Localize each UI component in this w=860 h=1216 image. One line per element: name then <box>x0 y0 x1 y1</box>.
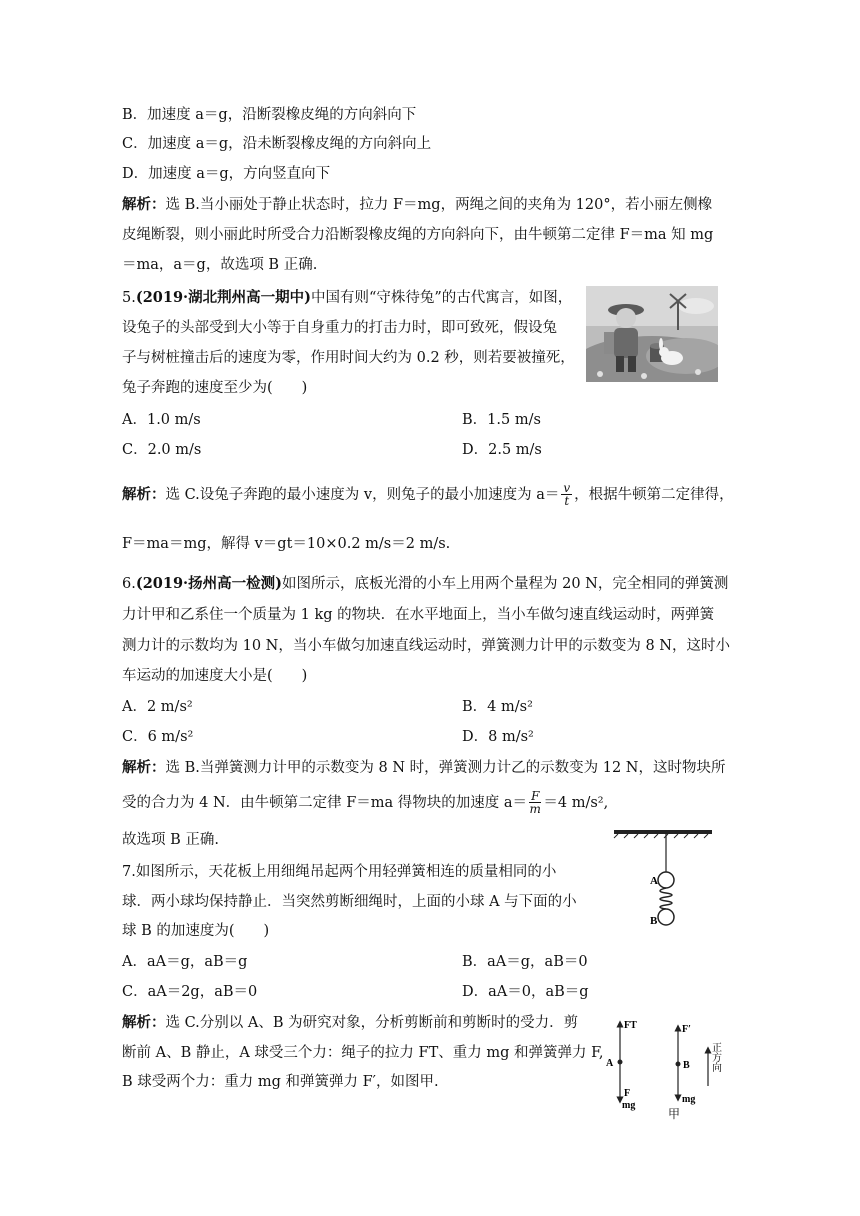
q7-solution-line-1: 解析：选 C.分别以 A、B 为研究对象，分析剪断前和剪断时的受力．剪 <box>122 1014 579 1031</box>
q7-solution-line-3: B 球受两个力：重力 mg 和弹簧弹力 F′，如图甲. <box>122 1074 439 1090</box>
q4-option-d: D．加速度 a＝g，方向竖直向下 <box>122 166 331 182</box>
q5-solution-line-1: 解析：选 C.设兔子奔跑的最小速度为 v，则兔子的最小加速度为 a＝ $\frac{v}{t}$ ，根据牛顿第二定律得， <box>122 481 734 508</box>
q7-stem-line-2: 球．两小球均保持静止．当突然剪断细绳时，上面的小球 A 与下面的小 <box>122 894 577 910</box>
label-a: A <box>650 875 658 887</box>
q5-option-a: A．1.0 m/s <box>122 412 201 428</box>
q4-solution-line-2: 皮绳断裂，则小丽此时所受合力沿断裂橡皮绳的方向斜向下，由牛顿第二定律 F＝ma 知 mg <box>122 227 714 243</box>
ball-b <box>658 909 674 925</box>
q4-solution-line-1: 解析：选 B.当小丽处于静止状态时，拉力 F＝mg，两绳之间的夹角为 120°，若小丽左侧橡 <box>122 196 713 213</box>
solution-label: 解析： <box>122 759 166 776</box>
q5-stem-line-4: 兔子奔跑的速度至少为( ) <box>122 380 308 396</box>
label-mg-a: mg <box>622 1100 636 1111</box>
q5-stem-line-2: 设兔子的头部受到大小等于自身重力的打击力时，即可致死，假设兔 <box>122 320 557 336</box>
label-ft: FT <box>624 1020 637 1031</box>
solution-label: 解析： <box>122 1014 166 1031</box>
q6-stem-line-3: 测力计的示数均为 10 N，当小车做匀加速直线运动时，弹簧测力计甲的示数变为 8 N，这时小 <box>122 638 730 654</box>
q7-option-c: C．aA＝2g，aB＝0 <box>122 984 258 1000</box>
q4-option-b: B．加速度 a＝g，沿断裂橡皮绳的方向斜向下 <box>122 107 417 123</box>
fraction-v-over-t: $\frac{v}{t}$ <box>563 481 571 508</box>
label-positive-direction: 正方向 <box>709 1042 721 1072</box>
q6-option-d: D．8 m/s² <box>462 729 534 745</box>
q6-option-c: C．6 m/s² <box>122 729 194 745</box>
q6-solution-line-3: 故选项 B 正确. <box>122 832 219 848</box>
q7-option-b: B．aA＝g，aB＝0 <box>462 954 588 970</box>
hanging-spring-figure <box>606 824 718 934</box>
label-fprime: F′ <box>682 1024 691 1035</box>
spring-balls-diagram <box>606 824 718 934</box>
solution-label: 解析： <box>122 196 166 213</box>
fraction-f-over-m: $\frac{F}{m}$ <box>529 789 541 816</box>
q7-option-d: D．aA＝0，aB＝g <box>462 984 589 1000</box>
q6-stem-line-4: 车运动的加速度大小是( ) <box>122 668 308 684</box>
rabbit-stump-picture <box>586 286 718 382</box>
spring <box>660 888 672 909</box>
q4-solution-line-3: ＝ma，a＝g，故选项 B 正确. <box>122 257 318 273</box>
label-b: B <box>683 1060 690 1071</box>
rabbit-stump-illustration <box>586 286 718 382</box>
q5-stem-line-1: 5.(2019·湖北荆州高一期中)中国有则“守株待兔”的古代寓言，如图， <box>122 289 573 306</box>
q7-solution-line-2: 断前 A、B 静止，A 球受三个力：绳子的拉力 FT、重力 mg 和弹簧弹力 F, <box>122 1045 604 1061</box>
label-a: A <box>606 1058 614 1069</box>
label-mg-b: mg <box>682 1094 696 1105</box>
q7-stem-line-3: 球 B 的加速度为( ) <box>122 923 270 939</box>
q5-option-b: B．1.5 m/s <box>462 412 541 428</box>
q7-stem-line-1: 7.如图所示，天花板上用细绳吊起两个用轻弹簧相连的质量相同的小 <box>122 864 557 880</box>
q5-source: (2019·湖北荆州高一期中) <box>135 289 311 306</box>
q6-option-a: A．2 m/s² <box>122 699 193 715</box>
q5-option-c: C．2.0 m/s <box>122 442 202 458</box>
solution-label: 解析： <box>122 486 166 503</box>
q5-solution-line-2: F＝ma＝mg，解得 v＝gt＝10×0.2 m/s＝2 m/s. <box>122 536 451 552</box>
q7-option-a: A．aA＝g，aB＝g <box>122 954 248 970</box>
figure-caption-jia: 甲 <box>668 1107 681 1121</box>
q5-stem-line-3: 子与树桩撞击后的速度为零，作用时间大约为 0.2 秒，则若要被撞死， <box>122 350 575 366</box>
label-b: B <box>650 915 658 927</box>
label-f: F <box>624 1088 631 1099</box>
q6-stem-line-1: 6.(2019·扬州高一检测)如图所示，底板光滑的小车上用两个量程为 20 N，完全相同的弹簧测 <box>122 575 729 592</box>
q6-option-b: B．4 m/s² <box>462 699 533 715</box>
q5-option-d: D．2.5 m/s <box>462 442 542 458</box>
ball-a <box>658 872 674 888</box>
q6-solution-line-1: 解析：选 B.当弹簧测力计甲的示数变为 8 N 时，弹簧测力计乙的示数变为 12 N，这时物块所 <box>122 759 726 776</box>
q4-option-c: C．加速度 a＝g，沿未断裂橡皮绳的方向斜向上 <box>122 136 432 152</box>
q6-stem-line-2: 力计甲和乙系住一个质量为 1 kg 的物块．在水平地面上，当小车做匀速直线运动时，两弹簧 <box>122 607 715 623</box>
q6-solution-line-2: 受的合力为 4 N．由牛顿第二定律 F＝ma 得物块的加速度 a＝ $\frac{F}{m}$ ＝4 m/s², <box>122 789 609 816</box>
q6-source: (2019·扬州高一检测) <box>135 575 282 592</box>
